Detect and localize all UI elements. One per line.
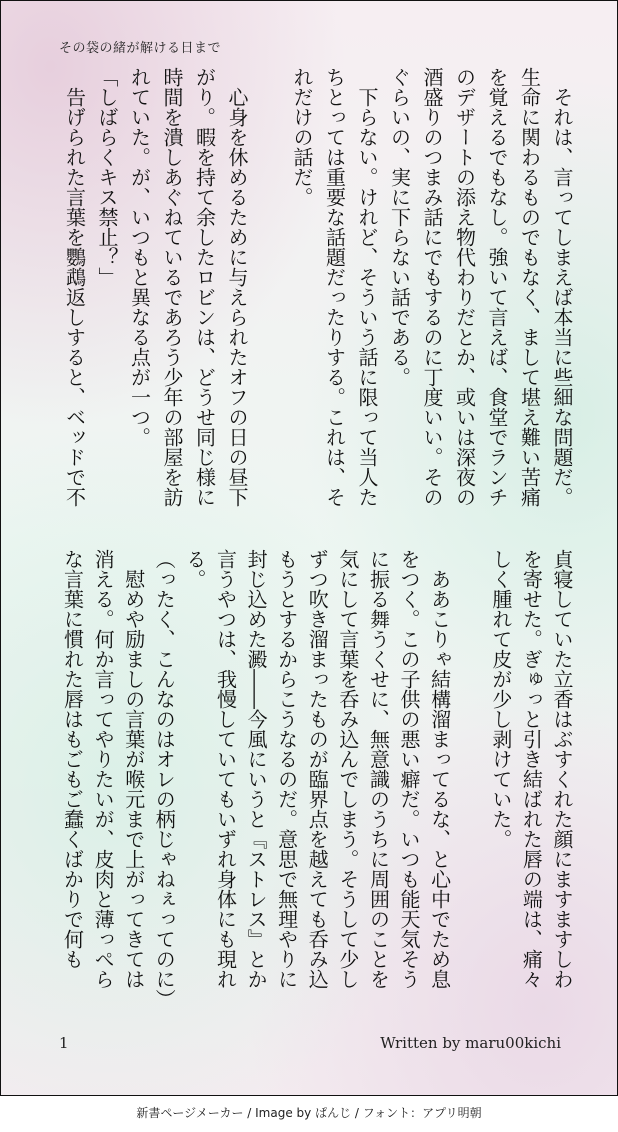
text-line: な言葉に慣れた唇はもごもご蠢くばかりで何も [60, 549, 85, 969]
text-line: 時間を潰しあぐねているであろう少年の部屋を訪 [160, 67, 184, 507]
author-credit: Written by maru00kichi [380, 1034, 561, 1052]
text-line: 生命に関わるものでもなく、まして堪え難い苦痛 [517, 67, 542, 507]
text-line: ぐらいの、実に下らない話である。 [387, 67, 412, 387]
blank-line [254, 67, 287, 535]
text-line: れていた。が、いつもと異なる点が一つ。 [127, 67, 152, 447]
text-block-upper [59, 67, 579, 535]
text-line: に振る舞うくせに、無意識のうちに周囲のことを [366, 549, 391, 989]
text-line: ああこりゃ結構溜まってるな、と心中でため息 [427, 549, 452, 989]
text-line: それは、言ってしまえば本当に些細な問題だ。 [550, 67, 574, 507]
text-line: を覚えるでもなし。強いて言えば、食堂でランチ [485, 67, 509, 507]
text-line: をつく。この子供の悪い癖だ。いつも能天気そう [397, 549, 422, 989]
text-line: のデザートの添え物代わりだとか、或いは深夜の [452, 67, 477, 507]
text-line: 告げられた言葉を鸚鵡返しすると、ベッドで不 [62, 67, 87, 507]
text-line: 心身を休めるために与えられたオフの日の昼下 [225, 67, 249, 507]
text-line: しく腫れて皮が少し剥けていた。 [488, 549, 513, 849]
text-line: 酒盛りのつまみ話にでもするのに丁度いい。その [420, 67, 444, 507]
text-line: れだけの話だ。 [290, 67, 314, 207]
text-block-lower [59, 549, 579, 1017]
page-number: 1 [59, 1034, 69, 1052]
text-line: 気にして言葉を呑み込んでしまう。そうして少し [335, 549, 360, 989]
page-title: その袋の緒が解ける日まで [59, 41, 222, 56]
text-line: 貞寝していた立香はぶすくれた顔にますますしわ [550, 549, 574, 989]
text-line: ずつ吹き溜まったものが臨界点を越えても呑み込 [305, 549, 330, 989]
text-line: 封じ込めた澱――今風にいうと『ストレス』とか [244, 549, 269, 989]
text-line: 慰めや励ましの言葉が喉元まで上がってきては [121, 549, 146, 989]
text-line: 言うやつは、我慢していてもいずれ身体にも現れ [213, 549, 238, 989]
text-line: ちとっては重要な話題だったりする。これは、そ [322, 67, 347, 507]
text-line: 消える。何か言ってやりたいが、皮肉と薄っぺら [91, 549, 116, 989]
text-line: る。 [182, 549, 207, 589]
text-line: （ったく、こんなのはオレの柄じゃねぇってのに） [152, 549, 177, 1009]
text-line: 下らない。けれど、そういう話に限って当人た [355, 67, 379, 507]
text-line: がり。暇を持て余したロビンは、どうせ同じ様に [192, 67, 217, 507]
text-line: もうとするからこうなるのだ。意思で無理やりに [274, 549, 299, 989]
generator-credit: 新書ページメーカー / Image by ぱんじ / フォント：アプリ明朝 [136, 1106, 482, 1120]
blank-line [457, 549, 488, 1017]
text-line: 「しばらくキス禁止？」 [95, 67, 119, 287]
text-line: を寄せた。ぎゅっと引き結ばれた唇の端は、痛々 [519, 549, 544, 989]
